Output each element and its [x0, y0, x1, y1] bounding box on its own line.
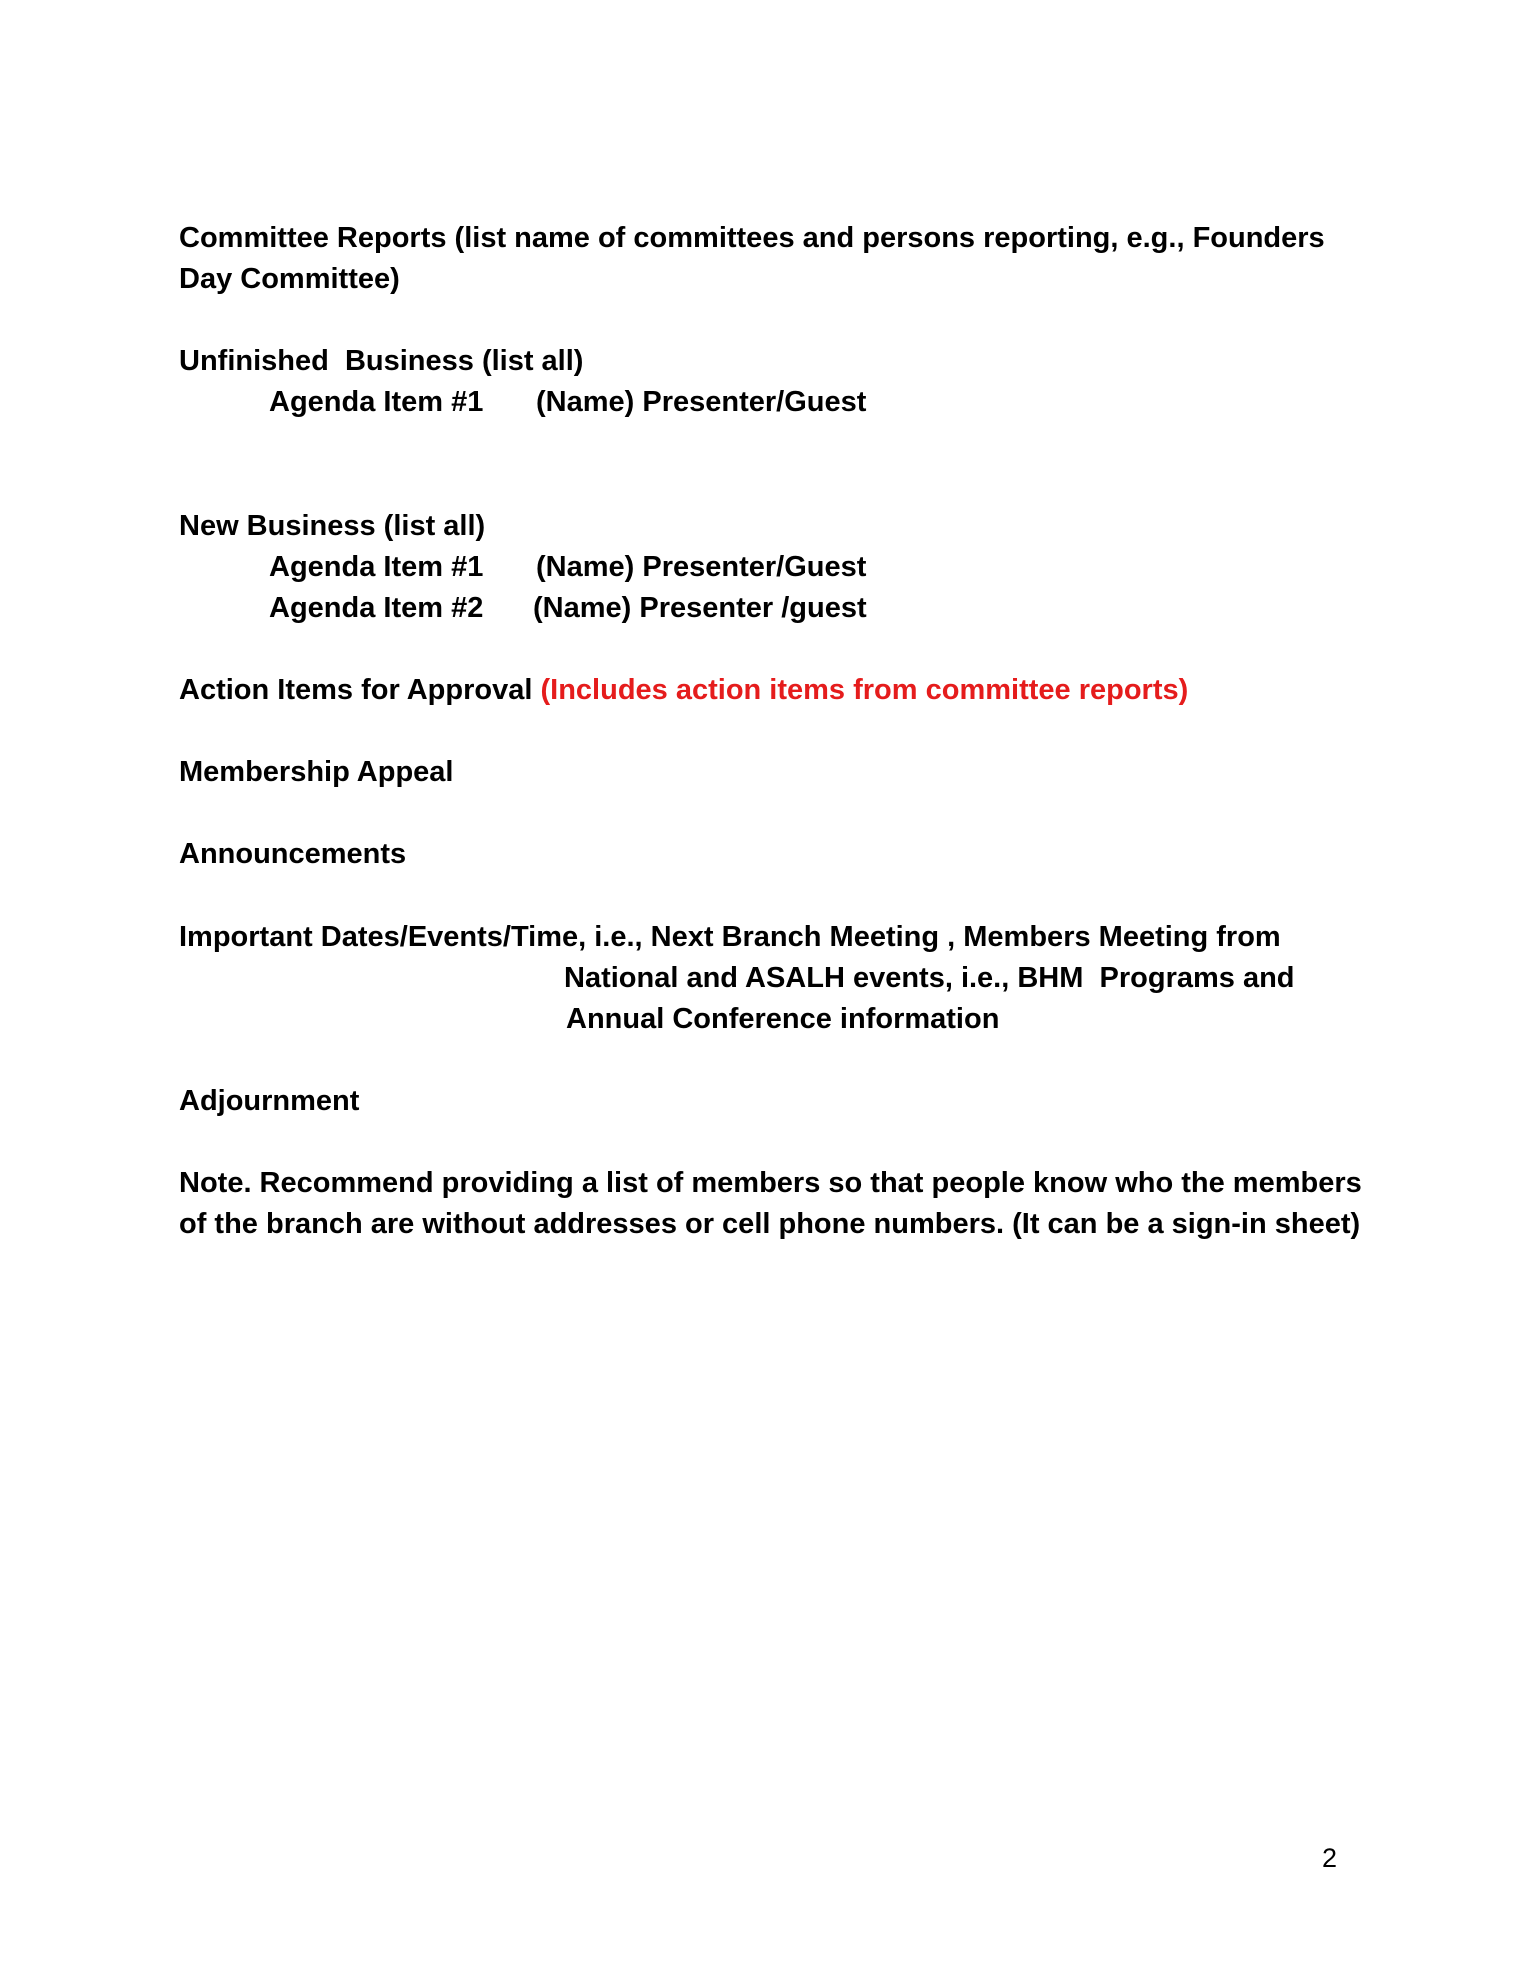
committee-reports-heading: Committee Reports (list name of committees and persons reporting, e.g., Founders	[179, 222, 1325, 254]
new-agenda-item-2-presenter: (Name) Presenter /guest	[533, 592, 867, 624]
unfinished-agenda-item-label: Agenda Item #1	[269, 386, 484, 418]
unfinished-agenda-item-presenter: (Name) Presenter/Guest	[536, 386, 867, 418]
unfinished-business-heading: Unfinished Business (list all)	[179, 345, 584, 377]
membership-appeal-heading: Membership Appeal	[179, 756, 454, 788]
page-number: 2	[1322, 1843, 1338, 1873]
action-items-line	[179, 670, 1188, 711]
note-line-1: Note. Recommend providing a list of members so that people know who the members	[179, 1167, 1362, 1199]
new-agenda-item-1-label: Agenda Item #1	[269, 551, 484, 583]
important-dates-line-2: National and ASALH events, i.e., BHM Programs and	[564, 962, 1295, 994]
important-dates-line-3: Annual Conference information	[566, 1003, 1000, 1035]
new-agenda-item-1-presenter: (Name) Presenter/Guest	[536, 551, 867, 583]
note-line-2: of the branch are without addresses or cell phone numbers. (It can be a sign-in sheet)	[179, 1208, 1361, 1240]
adjournment-heading: Adjournment	[179, 1085, 360, 1117]
new-business-heading: New Business (list all)	[179, 510, 486, 542]
committee-reports-continuation: Day Committee)	[179, 263, 400, 295]
new-agenda-item-2-label: Agenda Item #2	[269, 592, 484, 624]
important-dates-heading: Important Dates/Events/Time, i.e., Next Branch Meeting , Members Meeting from	[179, 921, 1281, 953]
announcements-heading: Announcements	[179, 838, 407, 870]
action-items-label: Action Items for Approval	[179, 674, 533, 706]
action-items-note: (Includes action items from committee reports)	[540, 674, 1189, 706]
